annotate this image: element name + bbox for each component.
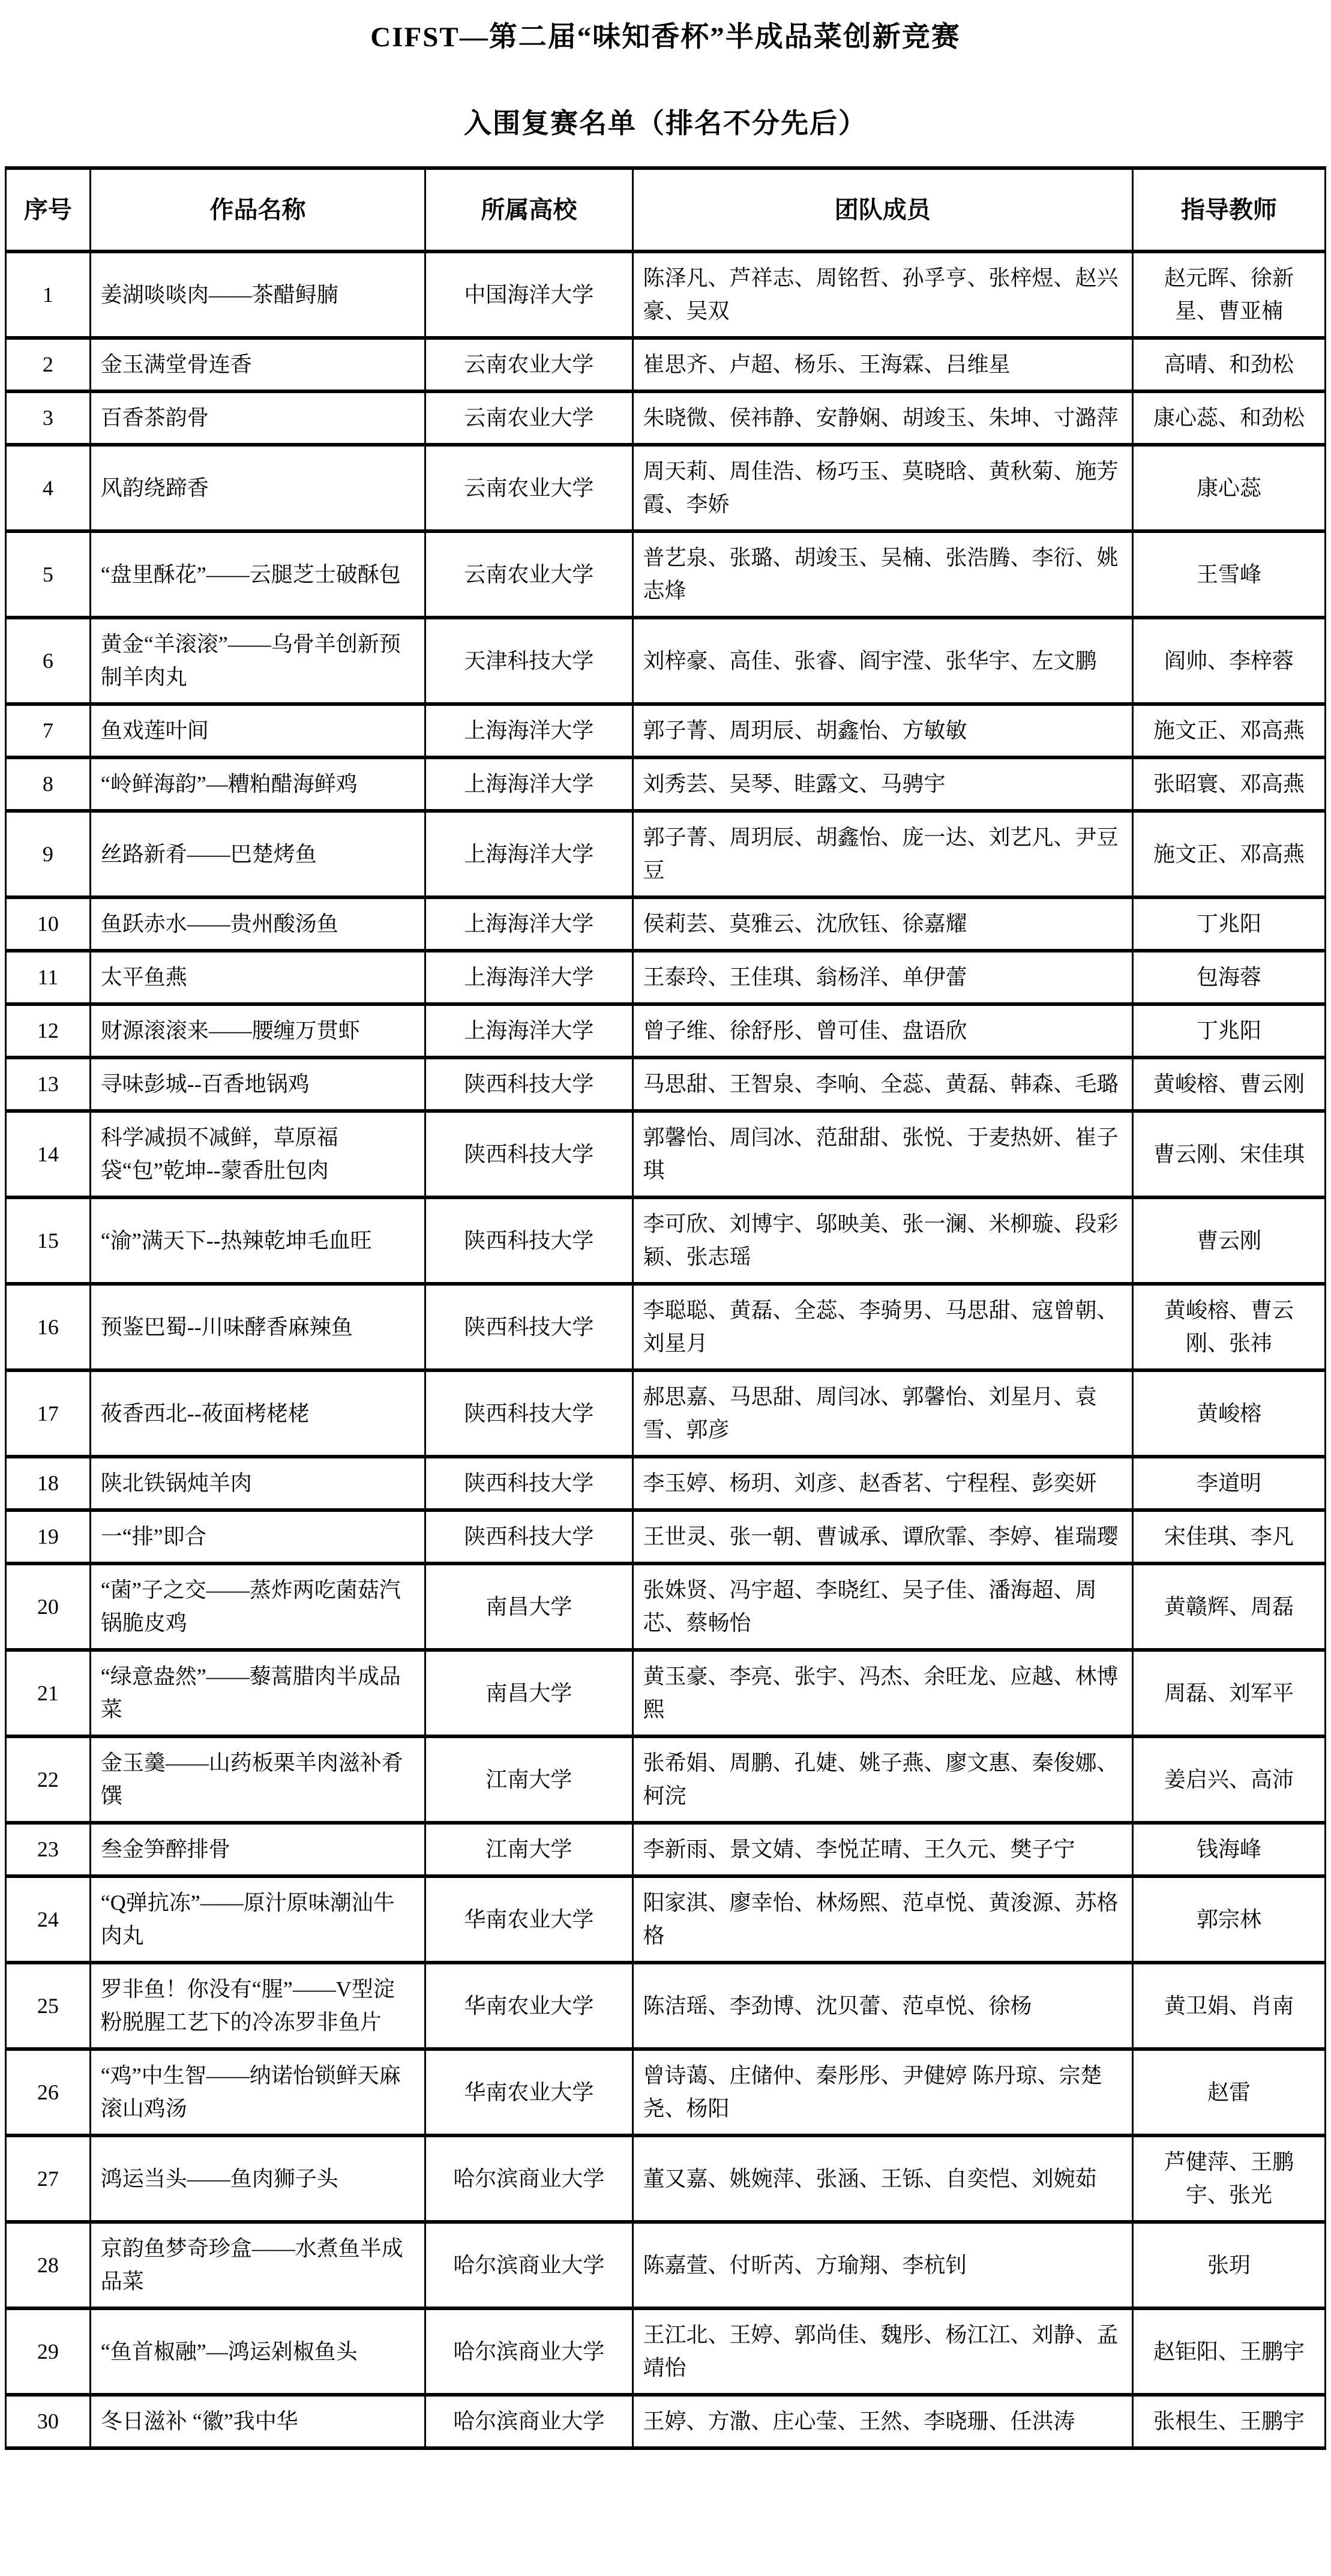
header-cell-4: 指导教师	[1132, 168, 1325, 251]
cell-univ: 云南农业大学	[425, 338, 632, 391]
table-row	[6, 1823, 1326, 1876]
cell-univ: 华南农业大学	[425, 1963, 632, 2049]
header-cell-2: 所属高校	[425, 168, 632, 251]
cell-no: 24	[6, 1876, 91, 1963]
cell-no: 29	[6, 2308, 91, 2395]
cell-univ: 华南农业大学	[425, 2049, 632, 2135]
cell-adv: 曹云刚、宋佳琪	[1132, 1111, 1325, 1197]
cell-team: 周天莉、周佳浩、杨巧玉、莫晓晗、黄秋菊、施芳霞、李娇	[632, 445, 1132, 531]
cell-adv: 丁兆阳	[1132, 1004, 1325, 1058]
cell-no: 3	[6, 391, 91, 445]
cell-team: 李玉婷、杨玥、刘彦、赵香茗、宁程程、彭奕妍	[632, 1457, 1132, 1510]
cell-no: 28	[6, 2222, 91, 2308]
cell-no: 2	[6, 338, 91, 391]
cell-adv: 张玥	[1132, 2222, 1325, 2308]
cell-team: 郝思嘉、马思甜、周闫冰、郭馨怡、刘星月、袁雪、郭彦	[632, 1370, 1132, 1457]
cell-work: 金玉羹——山药板栗羊肉滋补肴馔	[90, 1736, 425, 1823]
cell-team: 王世灵、张一朝、曹诚承、谭欣霏、李婷、崔瑞璎	[632, 1510, 1132, 1563]
cell-no: 19	[6, 1510, 91, 1563]
cell-adv: 宋佳琪、李凡	[1132, 1510, 1325, 1563]
doc-subtitle: 入围复赛名单（排名不分先后）	[464, 108, 867, 139]
table-row	[6, 1457, 1326, 1510]
cell-team: 曾子维、徐舒彤、曾可佳、盘语欣	[632, 1004, 1132, 1058]
cell-team: 王江北、王婷、郭尚佳、魏彤、杨江江、刘静、孟靖怡	[632, 2308, 1132, 2395]
cell-work: 金玉满堂骨连香	[90, 338, 425, 391]
table-row	[6, 1650, 1326, 1736]
cell-adv: 赵元晖、徐新星、曹亚楠	[1132, 251, 1325, 338]
cell-work: 预鉴巴蜀--川味酵香麻辣鱼	[90, 1284, 425, 1370]
header-cell-1: 作品名称	[90, 168, 425, 251]
cell-work: 百香茶韵骨	[90, 391, 425, 445]
cell-univ: 江南大学	[425, 1823, 632, 1876]
cell-team: 黄玉豪、李亮、张宇、冯杰、余旺龙、应越、林博熙	[632, 1650, 1132, 1736]
cell-team: 陈洁瑶、李劲博、沈贝蕾、范卓悦、徐杨	[632, 1963, 1132, 2049]
table-row	[6, 704, 1326, 757]
cell-adv: 芦健萍、王鹏宇、张光	[1132, 2135, 1325, 2222]
cell-team: 陈嘉萱、付昕芮、方瑜翔、李杭钊	[632, 2222, 1132, 2308]
cell-univ: 陕西科技大学	[425, 1370, 632, 1457]
cell-work: “菌”子之交——蒸炸两吃菌菇汽锅脆皮鸡	[90, 1563, 425, 1650]
table-row	[6, 1876, 1326, 1963]
cell-adv: 张根生、王鹏宇	[1132, 2395, 1325, 2448]
header-row	[6, 168, 1326, 251]
cell-work: “鱼首椒融”—鸿运剁椒鱼头	[90, 2308, 425, 2395]
table-row	[6, 1284, 1326, 1370]
cell-work: 丝路新肴——巴楚烤鱼	[90, 811, 425, 897]
cell-work: 黄金“羊滚滚”——乌骨羊创新预制羊肉丸	[90, 618, 425, 704]
cell-univ: 哈尔滨商业大学	[425, 2395, 632, 2448]
table-row	[6, 2395, 1326, 2448]
cell-univ: 上海海洋大学	[425, 757, 632, 811]
table-row	[6, 531, 1326, 618]
shortlist-table	[5, 166, 1326, 2450]
cell-univ: 南昌大学	[425, 1563, 632, 1650]
table-row	[6, 445, 1326, 531]
cell-adv: 施文正、邓高燕	[1132, 704, 1325, 757]
cell-work: 姜湖啖啖肉——茶醋鲟腩	[90, 251, 425, 338]
cell-adv: 高晴、和劲松	[1132, 338, 1325, 391]
table-row	[6, 757, 1326, 811]
table-row	[6, 2308, 1326, 2395]
cell-univ: 云南农业大学	[425, 531, 632, 618]
cell-univ: 陕西科技大学	[425, 1058, 632, 1111]
doc-title: CIFST—第二届“味知香杯”半成品菜创新竞赛	[370, 22, 961, 53]
cell-no: 18	[6, 1457, 91, 1510]
cell-univ: 陕西科技大学	[425, 1111, 632, 1197]
cell-adv: 张昭寰、邓高燕	[1132, 757, 1325, 811]
cell-univ: 陕西科技大学	[425, 1510, 632, 1563]
header-cell-0: 序号	[6, 168, 91, 251]
cell-adv: 康心蕊、和劲松	[1132, 391, 1325, 445]
cell-team: 马思甜、王智泉、李响、全蕊、黄磊、韩森、毛璐	[632, 1058, 1132, 1111]
cell-team: 李新雨、景文婧、李悦芷晴、王久元、樊子宁	[632, 1823, 1132, 1876]
cell-univ: 陕西科技大学	[425, 1457, 632, 1510]
cell-adv: 王雪峰	[1132, 531, 1325, 618]
table-row	[6, 1510, 1326, 1563]
cell-team: 张姝贤、冯宇超、李晓红、吴子佳、潘海超、周芯、蔡畅怡	[632, 1563, 1132, 1650]
cell-team: 郭馨怡、周闫冰、范甜甜、张悦、于麦热妍、崔子琪	[632, 1111, 1132, 1197]
cell-adv: 黄峻榕	[1132, 1370, 1325, 1457]
cell-no: 9	[6, 811, 91, 897]
table-row	[6, 1058, 1326, 1111]
cell-univ: 云南农业大学	[425, 445, 632, 531]
cell-work: 鱼戏莲叶间	[90, 704, 425, 757]
cell-adv: 郭宗林	[1132, 1876, 1325, 1963]
cell-work: “盘里酥花”——云腿芝士破酥包	[90, 531, 425, 618]
cell-adv: 李道明	[1132, 1457, 1325, 1510]
cell-adv: 阎帅、李梓蓉	[1132, 618, 1325, 704]
cell-work: 风韵绕蹄香	[90, 445, 425, 531]
table-row	[6, 1963, 1326, 2049]
cell-adv: 钱海峰	[1132, 1823, 1325, 1876]
cell-no: 26	[6, 2049, 91, 2135]
cell-work: 鱼跃赤水——贵州酸汤鱼	[90, 897, 425, 951]
cell-work: 鸿运当头——鱼肉狮子头	[90, 2135, 425, 2222]
cell-team: 郭子菁、周玥辰、胡鑫怡、方敏敏	[632, 704, 1132, 757]
cell-adv: 康心蕊	[1132, 445, 1325, 531]
cell-no: 6	[6, 618, 91, 704]
cell-univ: 中国海洋大学	[425, 251, 632, 338]
table-row	[6, 1736, 1326, 1823]
cell-team: 刘梓豪、高佳、张睿、阎宇滢、张华宇、左文鹏	[632, 618, 1132, 704]
cell-work: 冬日滋补 “徽”我中华	[90, 2395, 425, 2448]
cell-team: 董又嘉、姚婉萍、张涵、王铄、自奕恺、刘婉茹	[632, 2135, 1132, 2222]
cell-univ: 陕西科技大学	[425, 1284, 632, 1370]
table-row	[6, 811, 1326, 897]
table-row	[6, 338, 1326, 391]
table-row	[6, 897, 1326, 951]
cell-team: 陈泽凡、芦祥志、周铭哲、孙孚亨、张梓煜、赵兴豪、吴双	[632, 251, 1132, 338]
cell-univ: 上海海洋大学	[425, 1004, 632, 1058]
cell-adv: 包海蓉	[1132, 951, 1325, 1004]
cell-univ: 江南大学	[425, 1736, 632, 1823]
cell-team: 郭子菁、周玥辰、胡鑫怡、庞一达、刘艺凡、尹豆豆	[632, 811, 1132, 897]
cell-work: 京韵鱼梦奇珍盒——水煮鱼半成品菜	[90, 2222, 425, 2308]
cell-adv: 赵钜阳、王鹏宇	[1132, 2308, 1325, 2395]
cell-no: 21	[6, 1650, 91, 1736]
cell-team: 普艺泉、张璐、胡竣玉、吴楠、张浩腾、李衍、姚志烽	[632, 531, 1132, 618]
cell-team: 王婷、方潵、庄心莹、王然、李晓珊、任洪涛	[632, 2395, 1132, 2448]
table-row	[6, 251, 1326, 338]
cell-univ: 华南农业大学	[425, 1876, 632, 1963]
cell-univ: 上海海洋大学	[425, 951, 632, 1004]
cell-no: 7	[6, 704, 91, 757]
cell-team: 刘秀芸、吴琴、眭露文、马骋宇	[632, 757, 1132, 811]
cell-no: 25	[6, 1963, 91, 2049]
cell-team: 侯莉芸、莫雅云、沈欣钰、徐嘉耀	[632, 897, 1132, 951]
cell-no: 27	[6, 2135, 91, 2222]
cell-work: 陕北铁锅炖羊肉	[90, 1457, 425, 1510]
cell-work: 财源滚滚来——腰缠万贯虾	[90, 1004, 425, 1058]
cell-work: 罗非鱼！你没有“腥”——V型淀粉脱腥工艺下的冷冻罗非鱼片	[90, 1963, 425, 2049]
cell-team: 李聪聪、黄磊、全蕊、李骑男、马思甜、寇曾朝、刘星月	[632, 1284, 1132, 1370]
cell-team: 阳家淇、廖幸怡、林炀熙、范卓悦、黄浚源、苏格格	[632, 1876, 1132, 1963]
table-row	[6, 2135, 1326, 2222]
cell-no: 1	[6, 251, 91, 338]
table-row	[6, 1563, 1326, 1650]
cell-no: 15	[6, 1197, 91, 1284]
cell-adv: 丁兆阳	[1132, 897, 1325, 951]
cell-no: 12	[6, 1004, 91, 1058]
cell-work: “渝”满天下--热辣乾坤毛血旺	[90, 1197, 425, 1284]
cell-adv: 周磊、刘军平	[1132, 1650, 1325, 1736]
cell-univ: 上海海洋大学	[425, 897, 632, 951]
table-row	[6, 1111, 1326, 1197]
cell-work: “Q弹抗冻”——原汁原味潮汕牛肉丸	[90, 1876, 425, 1963]
table-row	[6, 618, 1326, 704]
cell-no: 23	[6, 1823, 91, 1876]
cell-work: 一“排”即合	[90, 1510, 425, 1563]
cell-team: 曾诗蔼、庄储仲、秦彤彤、尹健婷 陈丹琼、宗楚尧、杨阳	[632, 2049, 1132, 2135]
cell-no: 13	[6, 1058, 91, 1111]
table-row	[6, 2222, 1326, 2308]
cell-work: “鸡”中生智——纳诺怡锁鲜天麻滚山鸡汤	[90, 2049, 425, 2135]
cell-no: 16	[6, 1284, 91, 1370]
cell-team: 李可欣、刘博宇、邬映美、张一澜、米柳璇、段彩颖、张志瑶	[632, 1197, 1132, 1284]
table-header	[6, 168, 1326, 251]
cell-work: “绿意盎然”——藜蒿腊肉半成品菜	[90, 1650, 425, 1736]
cell-team: 崔思齐、卢超、杨乐、王海霖、吕维星	[632, 338, 1132, 391]
cell-no: 30	[6, 2395, 91, 2448]
cell-univ: 上海海洋大学	[425, 704, 632, 757]
cell-univ: 云南农业大学	[425, 391, 632, 445]
cell-adv: 曹云刚	[1132, 1197, 1325, 1284]
cell-work: 科学减损不减鲜，草原福袋“包”乾坤--蒙香肚包肉	[90, 1111, 425, 1197]
header-cell-3: 团队成员	[632, 168, 1132, 251]
cell-univ: 哈尔滨商业大学	[425, 2308, 632, 2395]
cell-adv: 赵雷	[1132, 2049, 1325, 2135]
cell-no: 14	[6, 1111, 91, 1197]
cell-adv: 施文正、邓高燕	[1132, 811, 1325, 897]
cell-univ: 哈尔滨商业大学	[425, 2222, 632, 2308]
cell-adv: 黄峻榕、曹云刚	[1132, 1058, 1325, 1111]
cell-no: 22	[6, 1736, 91, 1823]
cell-no: 8	[6, 757, 91, 811]
cell-no: 10	[6, 897, 91, 951]
cell-univ: 哈尔滨商业大学	[425, 2135, 632, 2222]
cell-adv: 黄卫娟、肖南	[1132, 1963, 1325, 2049]
table-row	[6, 1370, 1326, 1457]
table-row	[6, 391, 1326, 445]
table-row	[6, 1004, 1326, 1058]
table-body	[6, 251, 1326, 2448]
cell-adv: 姜启兴、高沛	[1132, 1736, 1325, 1823]
cell-univ: 陕西科技大学	[425, 1197, 632, 1284]
table-row	[6, 951, 1326, 1004]
cell-team: 朱晓微、侯祎静、安静娴、胡竣玉、朱坤、寸潞萍	[632, 391, 1132, 445]
cell-team: 王泰玲、王佳琪、翁杨洋、单伊蕾	[632, 951, 1132, 1004]
cell-no: 11	[6, 951, 91, 1004]
cell-team: 张希娟、周鹏、孔婕、姚子燕、廖文惠、秦俊娜、柯浣	[632, 1736, 1132, 1823]
cell-univ: 上海海洋大学	[425, 811, 632, 897]
cell-univ: 南昌大学	[425, 1650, 632, 1736]
cell-univ: 天津科技大学	[425, 618, 632, 704]
cell-adv: 黄峻榕、曹云刚、张祎	[1132, 1284, 1325, 1370]
cell-work: 太平鱼燕	[90, 951, 425, 1004]
cell-no: 4	[6, 445, 91, 531]
cell-work: “岭鲜海韵”—糟粕醋海鲜鸡	[90, 757, 425, 811]
cell-work: 叁金笋醉排骨	[90, 1823, 425, 1876]
cell-work: 寻味彭城--百香地锅鸡	[90, 1058, 425, 1111]
cell-work: 莜香西北--莜面栲栳栳	[90, 1370, 425, 1457]
table-row	[6, 1197, 1326, 1284]
table-row	[6, 2049, 1326, 2135]
cell-no: 17	[6, 1370, 91, 1457]
cell-no: 20	[6, 1563, 91, 1650]
cell-adv: 黄赣辉、周磊	[1132, 1563, 1325, 1650]
cell-no: 5	[6, 531, 91, 618]
